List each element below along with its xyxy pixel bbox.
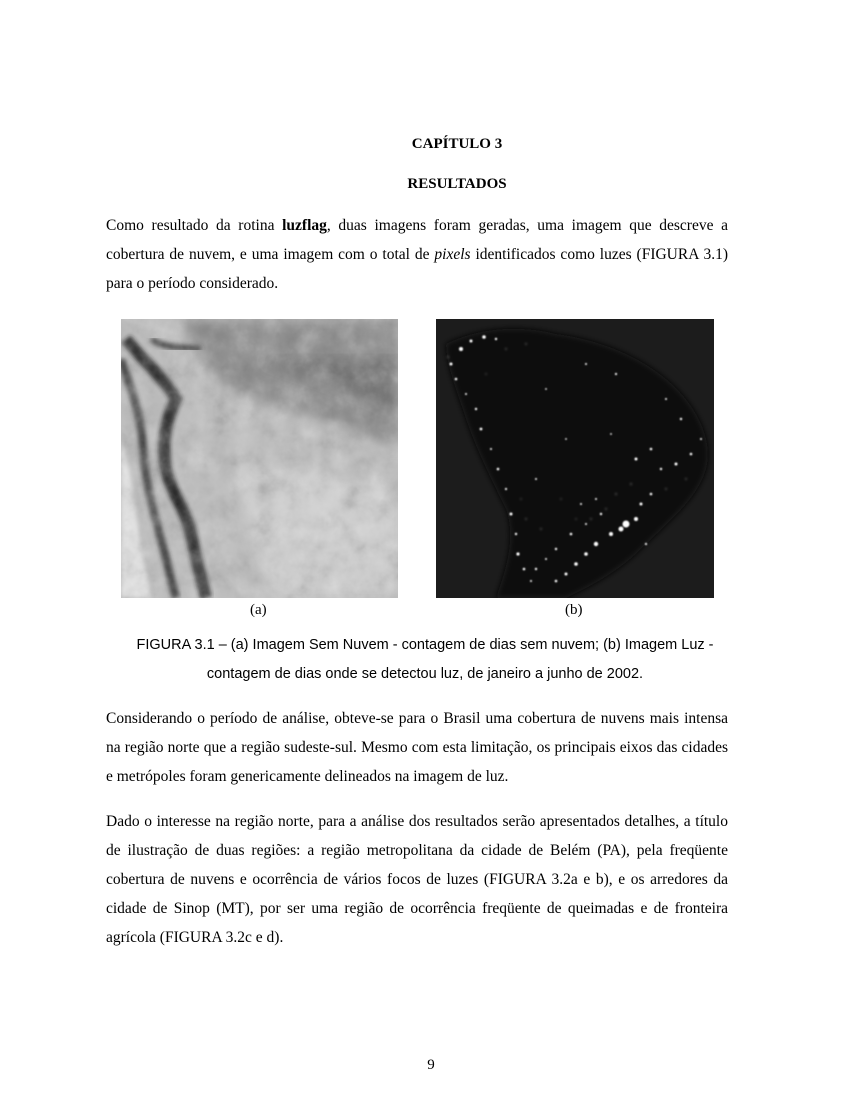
paragraph-analysis: Considerando o período de análise, obteve-se para o Brasil uma cobertura de nuvens mais intensa na região norte que a região sudeste-sul. Mesmo com esta limitação, os principais eixos das cidades e metrópoles foram genericamente delineados na imagem de luz. <box>106 710 728 785</box>
chapter-number: CAPÍTULO 3 <box>411 136 503 152</box>
subfigure-label-a: (a) <box>250 602 267 618</box>
text-segment: Como resultado da rotina <box>106 217 283 234</box>
night-lights-image <box>436 319 714 598</box>
figure-caption-line: contagem de dias onde se detectou luz, de janeiro a junho de 2002. <box>206 666 644 682</box>
subfigure-label-b: (b) <box>565 602 583 618</box>
page-number: 9 <box>427 1057 435 1073</box>
routine-name: luzflag <box>282 217 327 234</box>
cloud-free-image <box>121 319 398 598</box>
paragraph-regions: Dado o interesse na região norte, para a análise dos resultados serão apresentados detalhes, a título de ilustração de duas regiões: a região metropolitana da cidade de Belém (PA), pela freqüente cobertura de nuvens e ocorrência de vários focos de luzes (FIGURA 3.2a e b), e os arredores da cidade de Sinop (MT), por ser uma região de ocorrência freqüente de queimadas e de fronteira agrícola (FIGURA 3.2c e d). <box>106 813 728 946</box>
paragraph-intro <box>106 211 728 298</box>
text-segment: , duas imagens foram geradas, uma imagem que descreve a cobertura de nuvem, e uma imagem com o total de <box>106 217 728 263</box>
chapter-title: RESULTADOS <box>407 176 507 192</box>
figure-caption-line: FIGURA 3.1 – (a) Imagem Sem Nuvem - contagem de dias sem nuvem; (b) Imagem Luz - <box>136 637 714 653</box>
italic-term: pixels <box>434 246 471 263</box>
text-segment: identificados como luzes (FIGURA 3.1) para o período considerado. <box>106 246 728 292</box>
